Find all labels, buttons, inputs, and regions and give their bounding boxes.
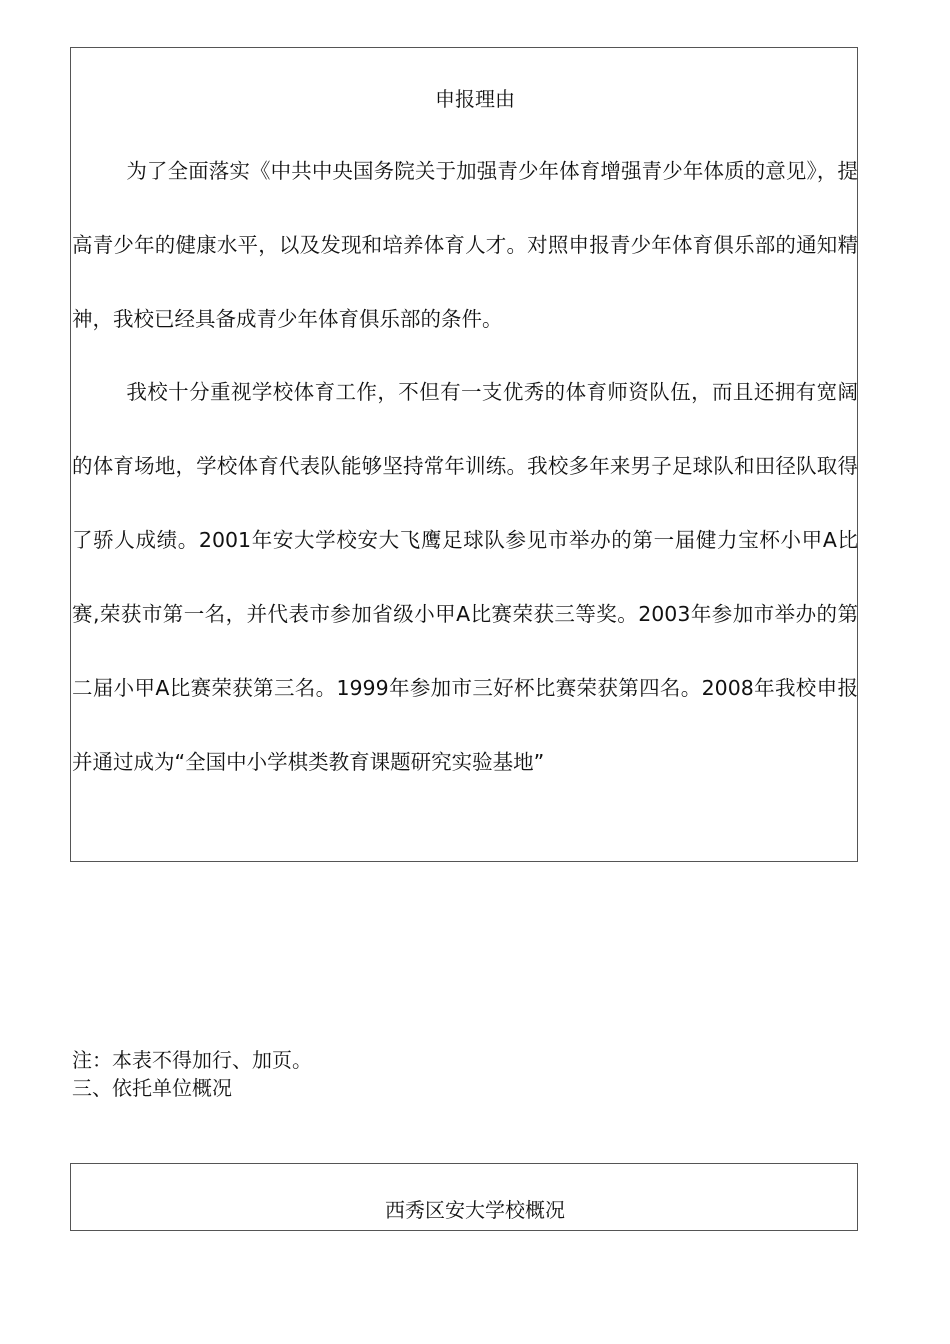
overview-heading: 西秀区安大学校概况 (385, 1198, 565, 1222)
reason-heading: 申报理由 (435, 87, 515, 111)
section-three-title: 三、依托单位概况 (72, 1076, 232, 1100)
reason-paragraph-1: 为了全面落实《中共中央国务院关于加强青少年体育增强青少年体质的意见》，提高青少年的健康水平，以及发现和培养体育人才。对照申报青少年体育俱乐部的通知精神，我校已经具备成青少年体育俱乐部的条件。 (72, 159, 858, 331)
reason-paragraph-2: 我校十分重视学校体育工作，不但有一支优秀的体育师资队伍，而且还拥有宽阔的体育场地，学校体育代表队能够坚持常年训练。我校多年来男子足球队和田径队取得了骄人成绩。2001年安大学校安大飞鹰足球队参见市举办的第一届健力宝杯小甲A比赛,荣获市第一名，并代表市参加省级小甲A比赛荣获三等奖。2003年参加市举办的第二届小甲A比赛荣获第三名。1999年参加市三好杯比赛荣获第四名。2008年我校申报并通过成为“全国中小学棋类教育课题研究实验基地” (72, 380, 858, 774)
table-note: 注：本表不得加行、加页。 (72, 1048, 312, 1072)
